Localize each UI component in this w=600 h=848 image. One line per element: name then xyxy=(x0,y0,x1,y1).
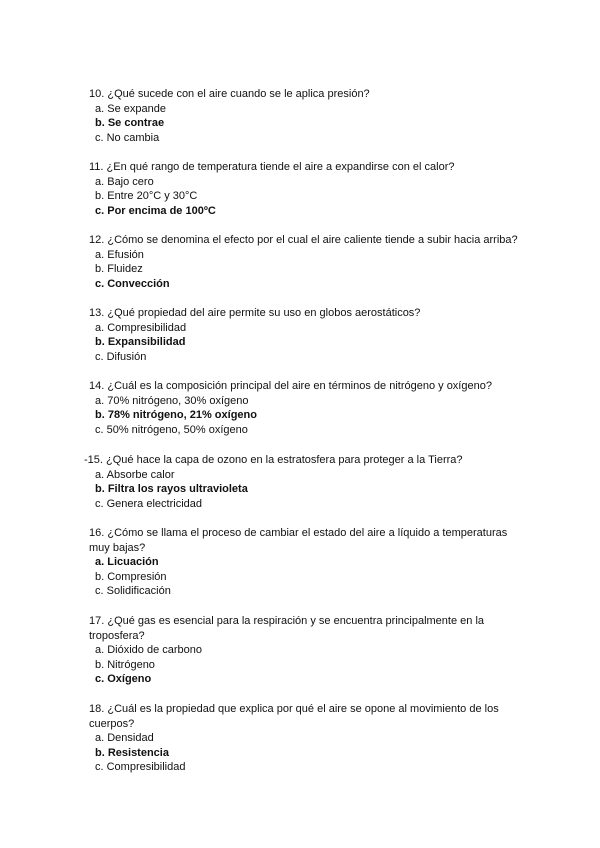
option-c: c. Compresibilidad xyxy=(95,761,186,774)
option-list xyxy=(89,321,529,365)
option-c-correct: c. Por encima de 100ºC xyxy=(95,204,216,217)
question-16 xyxy=(89,526,529,599)
option-list xyxy=(89,731,529,775)
option-list xyxy=(84,468,524,512)
option-a: a. Densidad xyxy=(95,732,154,744)
option-list xyxy=(89,175,529,219)
question-text: 11. ¿En qué rango de temperatura tiende el aire a expandirse con el calor? xyxy=(89,161,455,173)
option-a: a. Efusión xyxy=(95,248,144,261)
option-b: b. Fluidez xyxy=(95,263,143,276)
question-text: 12. ¿Cómo se denomina el efecto por el cual el aire caliente tiende a subir hacia arriba? xyxy=(89,234,518,246)
question-13 xyxy=(89,306,529,364)
option-b-correct: b. Expansibilidad xyxy=(95,336,186,349)
question-17 xyxy=(89,614,529,687)
question-text: 17. ¿Qué gas es esencial para la respiración y se encuentra principalmente en la troposfera? xyxy=(89,615,485,642)
question-text: 10. ¿Qué sucede con el aire cuando se le aplica presión? xyxy=(89,88,370,100)
question-text: 14. ¿Cuál es la composición principal del aire en términos de nitrógeno y oxígeno? xyxy=(89,380,492,392)
option-b-correct: b. 78% nitrógeno, 21% oxígeno xyxy=(95,409,257,422)
option-list xyxy=(89,248,529,292)
question-text: 13. ¿Qué propiedad del aire permite su uso en globos aerostáticos? xyxy=(89,307,421,319)
question-text: 18. ¿Cuál es la propiedad que explica por qué el aire se opone al movimiento de los cuerpos? xyxy=(89,703,499,730)
option-c: c. Difusión xyxy=(95,350,147,363)
option-b: b. Nitrógeno xyxy=(95,658,155,671)
option-c: c. Genera electricidad xyxy=(95,497,202,510)
question-14 xyxy=(89,379,529,437)
option-a: a. Se expande xyxy=(95,102,166,115)
option-a: a. Bajo cero xyxy=(95,175,154,188)
question-15 xyxy=(84,453,524,511)
option-a: a. Absorbe calor xyxy=(95,468,175,481)
option-b: b. Entre 20°C y 30°C xyxy=(95,190,198,203)
option-list xyxy=(89,394,529,438)
option-b: b. Compresión xyxy=(95,570,167,583)
option-c: c. No cambia xyxy=(95,131,160,144)
option-c-correct: c. Oxígeno xyxy=(95,673,152,686)
question-11 xyxy=(89,160,529,218)
question-text: -15. ¿Qué hace la capa de ozono en la estratosfera para proteger a la Tierra? xyxy=(84,454,463,466)
option-b-correct: b. Resistencia xyxy=(95,746,169,759)
option-b-correct: b. Se contrae xyxy=(95,117,165,130)
option-c: c. Solidificación xyxy=(95,585,171,598)
question-text: 16. ¿Cómo se llama el proceso de cambiar el estado del aire a líquido a temperaturas muy bajas? xyxy=(89,527,508,554)
option-b-correct: b. Filtra los rayos ultravioleta xyxy=(95,483,248,496)
question-18 xyxy=(89,702,529,775)
option-a-correct: a. Licuación xyxy=(95,556,159,568)
question-10 xyxy=(89,87,529,145)
option-a: a. Dióxido de carbono xyxy=(95,644,203,656)
option-list xyxy=(89,102,529,146)
option-c-correct: c. Convección xyxy=(95,277,170,290)
option-c: c. 50% nitrógeno, 50% oxígeno xyxy=(95,423,248,436)
option-list xyxy=(89,643,529,687)
option-a: a. 70% nitrógeno, 30% oxígeno xyxy=(95,394,249,407)
question-12 xyxy=(89,233,529,291)
option-a: a. Compresibilidad xyxy=(95,321,187,334)
option-list xyxy=(89,555,529,599)
